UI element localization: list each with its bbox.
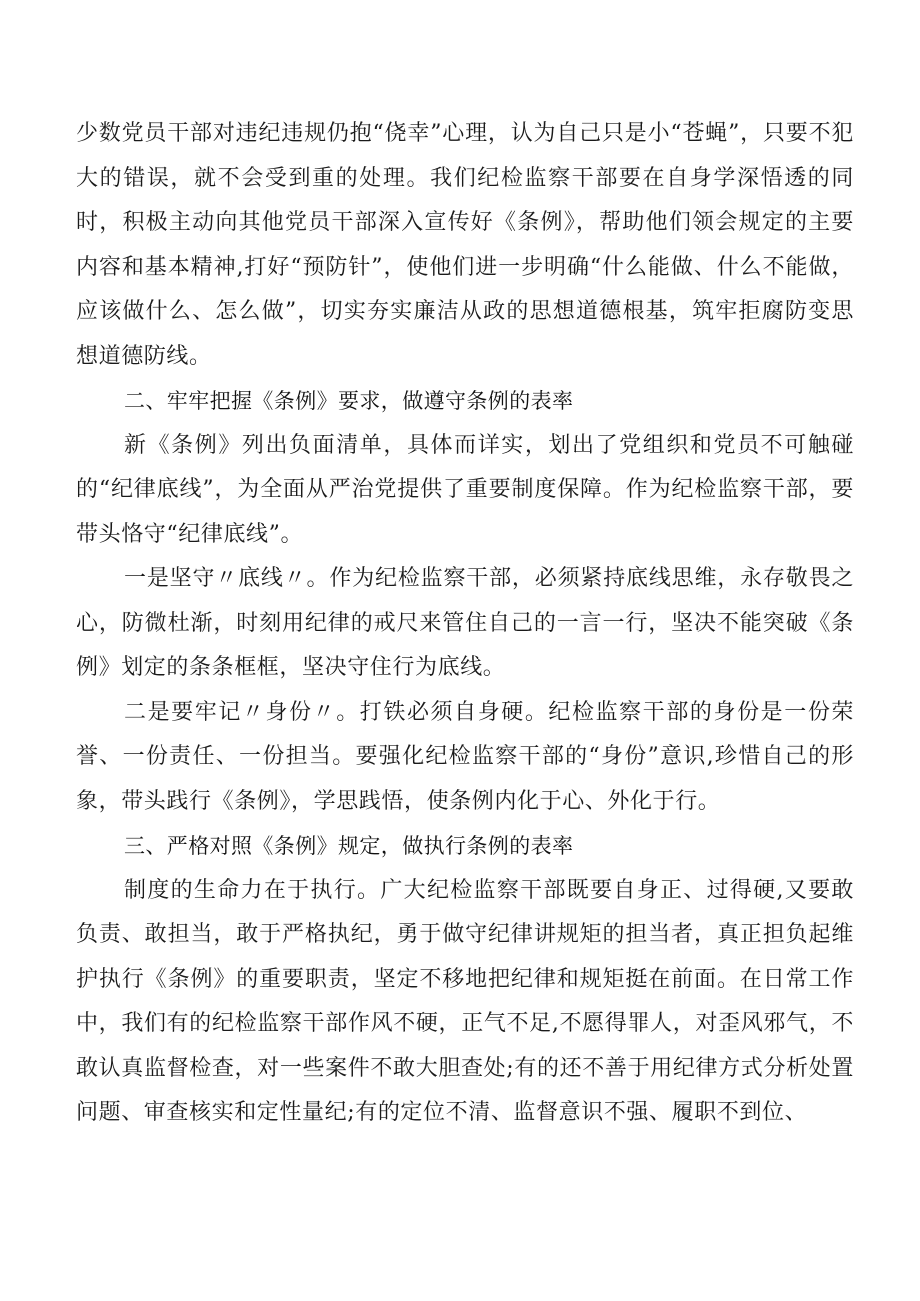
paragraph-remember-identity: 二是要牢记〃身份〃。打铁必须自身硬。纪检监察干部的身份是一份荣誉、一份责任、一份担当。要强化纪检监察干部的“身份”意识,珍惜自己的形象，带头践行《条例》，学思践悟，使条例内化于心、外化于行。	[76, 699, 854, 814]
section-heading-2: 二、牢牢把握《条例》要求，做遵守条例的表率	[124, 389, 574, 413]
document-body	[76, 112, 854, 1136]
paragraph-continued: 少数党员干部对违纪违规仍抱“侥幸”心理，认为自己只是小“苍蝇”，只要不犯大的错误，就不会受到重的处理。我们纪检监察干部要在自身学深悟透的同时，积极主动向其他党员干部深入宣传好《条例》，帮助他们领会规定的主要内容和基本精神,打好“预防针”，使他们进一步明确“什么能做、什么不能做，应该做什么、怎么做”，切实夯实廉洁从政的思想道德根基，筑牢拒腐防变思想道德防线。	[76, 121, 854, 369]
section-heading-3: 三、严格对照《条例》规定，做执行条例的表率	[124, 834, 574, 858]
paragraph-keep-bottom-line: 一是坚守〃底线〃。作为纪检监察干部，必须紧持底线思维，永存敬畏之心，防微杜渐，时刻用纪律的戒尺来管住自己的一言一行，坚决不能突破《条例》划定的条条框框，坚决守住行为底线。	[76, 566, 854, 680]
paragraph-negative-list: 新《条例》列出负面清单，具体而详实，划出了党组织和党员不可触碰的“纪律底线”，为全面从严治党提供了重要制度保障。作为纪检监察干部，要带头恪守“纪律底线”。	[76, 432, 854, 547]
paragraph-execution: 制度的生命力在于执行。广大纪检监察干部既要自身正、过得硬,又要敢负责、敢担当，敢于严格执纪，勇于做守纪律讲规矩的担当者，真正担负起维护执行《条例》的重要职责，坚定不移地把纪律和规矩挺在前面。在日常工作中，我们有的纪检监察干部作风不硬，正气不足,不愿得罪人，对歪风邪气，不敢认真监督检查，对一些案件不敢大胆查处;有的还不善于用纪律方式分析处置问题、审查核实和定性量纪;有的定位不清、监督意识不强、履职不到位、	[76, 877, 854, 1125]
